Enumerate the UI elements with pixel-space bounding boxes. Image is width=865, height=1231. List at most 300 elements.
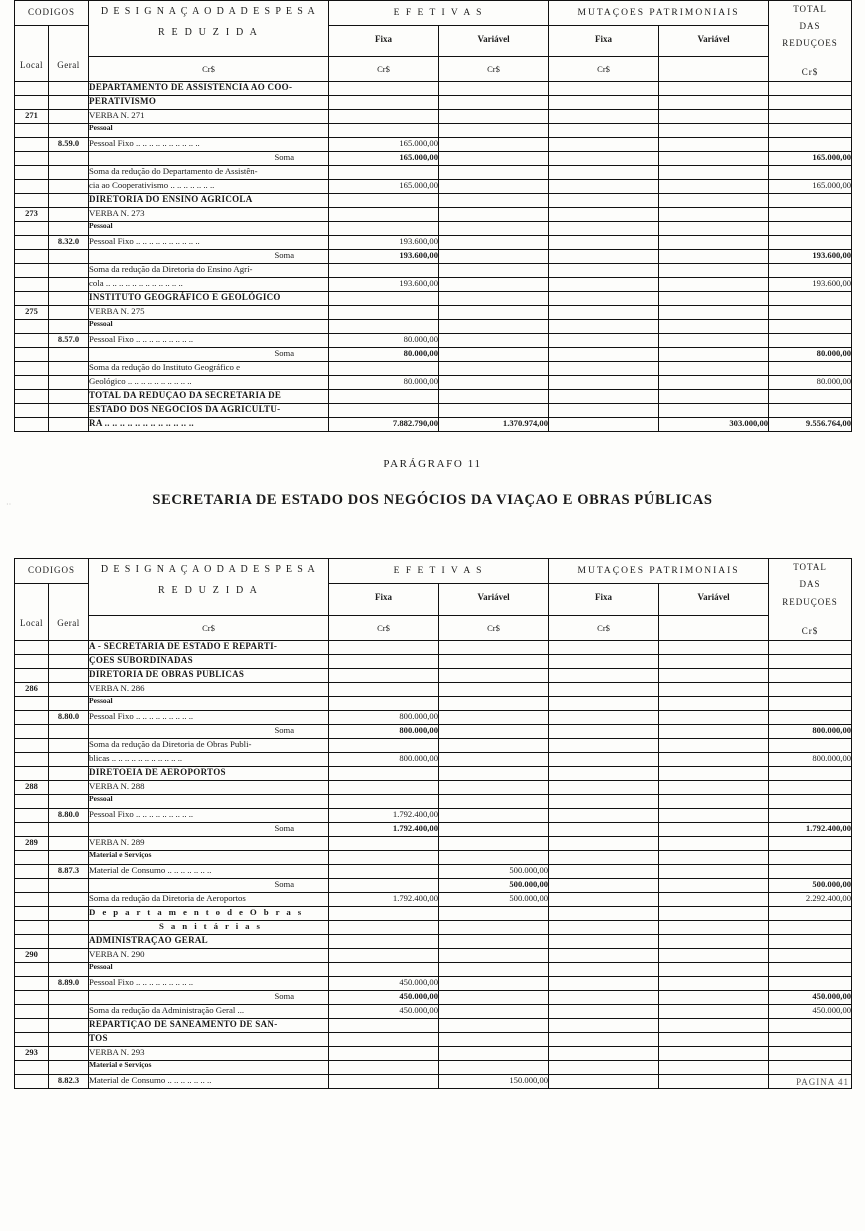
table-row bbox=[15, 1046, 852, 1060]
cell-efetivas-variavel bbox=[439, 780, 549, 794]
designacao-text: DIRETORIA DE OBRAS PUBLICAS bbox=[89, 668, 245, 679]
cell-total-reducoes: 450.000,00 bbox=[769, 990, 852, 1004]
table-header bbox=[15, 559, 852, 640]
table-row bbox=[15, 766, 852, 780]
cell-efetivas-fixa bbox=[329, 320, 439, 334]
cell-efetivas-variavel bbox=[439, 808, 549, 822]
cell-codigo-geral bbox=[49, 1018, 89, 1032]
cell-codigo-geral bbox=[49, 376, 89, 390]
table-row bbox=[15, 780, 852, 794]
cell-codigo-geral bbox=[49, 934, 89, 948]
cell-designacao bbox=[89, 222, 329, 236]
cell-designacao bbox=[89, 990, 329, 1004]
cell-efetivas-variavel bbox=[439, 362, 549, 376]
header-total-line3: REDUÇOES bbox=[782, 38, 838, 49]
cell-codigo-geral: 8.32.0 bbox=[49, 236, 89, 250]
table-row bbox=[15, 836, 852, 850]
cell-codigo-geral bbox=[49, 292, 89, 306]
cell-codigo-local bbox=[15, 850, 49, 864]
cell-total-reducoes bbox=[769, 794, 852, 808]
designacao-text: Pessoal bbox=[89, 793, 113, 803]
cell-codigo-geral bbox=[49, 892, 89, 906]
header-currency-mut-var: Cr$ bbox=[549, 615, 659, 640]
designacao-text: Soma bbox=[274, 822, 295, 833]
cell-efetivas-fixa bbox=[329, 1032, 439, 1046]
cell-mutacoes-variavel bbox=[659, 208, 769, 222]
cell-efetivas-variavel bbox=[439, 306, 549, 320]
cell-codigo-local bbox=[15, 962, 49, 976]
cell-total-reducoes: 1.792.400,00 bbox=[769, 822, 852, 836]
cell-total-reducoes bbox=[769, 934, 852, 948]
cell-codigo-local bbox=[15, 864, 49, 878]
cell-efetivas-fixa bbox=[329, 654, 439, 668]
cell-mutacoes-variavel bbox=[659, 334, 769, 348]
cell-total-reducoes: 80.000,00 bbox=[769, 376, 852, 390]
cell-efetivas-fixa bbox=[329, 1060, 439, 1074]
cell-codigo-local bbox=[15, 990, 49, 1004]
cell-total-reducoes bbox=[769, 82, 852, 96]
header-total-currency: Cr$ bbox=[801, 67, 819, 78]
cell-mutacoes-variavel bbox=[659, 138, 769, 152]
cell-mutacoes-fixa bbox=[549, 850, 659, 864]
cell-efetivas-variavel: 500.000,00 bbox=[439, 878, 549, 892]
cell-efetivas-fixa: 450.000,00 bbox=[329, 1004, 439, 1018]
cell-mutacoes-variavel bbox=[659, 682, 769, 696]
cell-designacao bbox=[89, 766, 329, 780]
header-local: Local bbox=[15, 26, 49, 82]
cell-efetivas-fixa bbox=[329, 850, 439, 864]
cell-mutacoes-variavel bbox=[659, 306, 769, 320]
cell-total-reducoes: 450.000,00 bbox=[769, 1004, 852, 1018]
cell-mutacoes-variavel bbox=[659, 752, 769, 766]
cell-efetivas-variavel bbox=[439, 110, 549, 124]
cell-designacao bbox=[89, 794, 329, 808]
cell-total-reducoes bbox=[769, 404, 852, 418]
cell-codigo-local bbox=[15, 404, 49, 418]
ledger-table-agricultura bbox=[14, 0, 852, 432]
cell-mutacoes-variavel bbox=[659, 152, 769, 166]
cell-designacao bbox=[89, 948, 329, 962]
cell-efetivas-variavel bbox=[439, 208, 549, 222]
cell-codigo-local: 286 bbox=[15, 682, 49, 696]
header-designacao-line2: R E D U Z I D A bbox=[157, 585, 260, 597]
cell-total-reducoes bbox=[769, 920, 852, 934]
cell-mutacoes-variavel bbox=[659, 194, 769, 208]
cell-mutacoes-fixa bbox=[549, 292, 659, 306]
cell-designacao bbox=[89, 152, 329, 166]
cell-efetivas-fixa: 80.000,00 bbox=[329, 348, 439, 362]
cell-mutacoes-variavel bbox=[659, 668, 769, 682]
cell-codigo-geral: 8.87.3 bbox=[49, 864, 89, 878]
cell-codigo-geral: 8.80.0 bbox=[49, 808, 89, 822]
cell-efetivas-fixa: 193.600,00 bbox=[329, 236, 439, 250]
cell-codigo-local bbox=[15, 362, 49, 376]
cell-designacao bbox=[89, 906, 329, 920]
cell-mutacoes-variavel: 303.000,00 bbox=[659, 418, 769, 432]
header-currency-mut-fixa: Cr$ bbox=[439, 57, 549, 82]
cell-mutacoes-variavel bbox=[659, 1018, 769, 1032]
cell-efetivas-fixa: 165.000,00 bbox=[329, 180, 439, 194]
cell-mutacoes-fixa bbox=[549, 696, 659, 710]
designacao-text: Pessoal bbox=[89, 695, 113, 705]
cell-efetivas-fixa: 450.000,00 bbox=[329, 990, 439, 1004]
cell-codigo-geral bbox=[49, 962, 89, 976]
cell-efetivas-variavel bbox=[439, 654, 549, 668]
cell-total-reducoes bbox=[769, 264, 852, 278]
cell-designacao bbox=[89, 738, 329, 752]
cell-efetivas-fixa: 7.882.790,00 bbox=[329, 418, 439, 432]
header-total-line3: REDUÇOES bbox=[782, 596, 838, 607]
cell-codigo-local bbox=[15, 738, 49, 752]
cell-efetivas-fixa: 193.600,00 bbox=[329, 278, 439, 292]
cell-efetivas-variavel bbox=[439, 682, 549, 696]
cell-mutacoes-fixa bbox=[549, 1074, 659, 1088]
cell-mutacoes-fixa bbox=[549, 306, 659, 320]
cell-total-reducoes bbox=[769, 864, 852, 878]
cell-mutacoes-fixa bbox=[549, 640, 659, 654]
scan-artifact: ·· bbox=[6, 500, 12, 510]
table-row bbox=[15, 850, 852, 864]
designacao-text: VERBA N. 271 bbox=[89, 110, 145, 121]
cell-efetivas-fixa bbox=[329, 878, 439, 892]
cell-efetivas-fixa bbox=[329, 166, 439, 180]
cell-total-reducoes bbox=[769, 194, 852, 208]
cell-efetivas-variavel bbox=[439, 292, 549, 306]
cell-efetivas-fixa bbox=[329, 264, 439, 278]
cell-efetivas-fixa bbox=[329, 864, 439, 878]
cell-codigo-geral: 8.57.0 bbox=[49, 334, 89, 348]
cell-designacao bbox=[89, 292, 329, 306]
cell-codigo-geral bbox=[49, 640, 89, 654]
cell-mutacoes-variavel bbox=[659, 362, 769, 376]
header-efetivas: E F E T I V A S bbox=[329, 559, 549, 584]
cell-total-reducoes bbox=[769, 780, 852, 794]
cell-mutacoes-variavel bbox=[659, 962, 769, 976]
cell-codigo-local bbox=[15, 320, 49, 334]
cell-mutacoes-variavel bbox=[659, 878, 769, 892]
cell-designacao bbox=[89, 1004, 329, 1018]
table-row bbox=[15, 194, 852, 208]
table-row bbox=[15, 376, 852, 390]
designacao-text: VERBA N. 288 bbox=[89, 780, 145, 791]
cell-mutacoes-variavel bbox=[659, 1004, 769, 1018]
cell-codigo-geral bbox=[49, 278, 89, 292]
cell-mutacoes-fixa bbox=[549, 1060, 659, 1074]
cell-codigo-geral bbox=[49, 696, 89, 710]
header-currency-mut-var: Cr$ bbox=[549, 57, 659, 82]
designacao-text: Soma bbox=[274, 152, 295, 163]
cell-codigo-local bbox=[15, 390, 49, 404]
designacao-text: Soma da redução da Administração Geral ... bbox=[89, 1004, 245, 1015]
designacao-text: Soma da redução da Diretoria de Obras Publi- bbox=[89, 738, 252, 749]
cell-mutacoes-fixa bbox=[549, 836, 659, 850]
cell-codigo-geral: 8.82.3 bbox=[49, 1074, 89, 1088]
cell-mutacoes-fixa bbox=[549, 166, 659, 180]
cell-mutacoes-variavel bbox=[659, 920, 769, 934]
cell-codigo-local bbox=[15, 906, 49, 920]
header-total-line1: TOTAL bbox=[793, 562, 827, 573]
cell-mutacoes-fixa bbox=[549, 1004, 659, 1018]
cell-total-reducoes: 165.000,00 bbox=[769, 152, 852, 166]
cell-codigo-local bbox=[15, 710, 49, 724]
cell-codigo-geral bbox=[49, 404, 89, 418]
cell-total-reducoes bbox=[769, 236, 852, 250]
cell-efetivas-fixa bbox=[329, 1018, 439, 1032]
header-mutacoes-fixa: Fixa bbox=[549, 26, 659, 57]
cell-mutacoes-fixa bbox=[549, 934, 659, 948]
cell-efetivas-fixa: 800.000,00 bbox=[329, 710, 439, 724]
cell-mutacoes-variavel bbox=[659, 794, 769, 808]
cell-efetivas-fixa: 800.000,00 bbox=[329, 724, 439, 738]
designacao-text: Pessoal Fixo .. .. .. .. .. .. .. .. .. .. bbox=[89, 138, 200, 149]
table-row bbox=[15, 822, 852, 836]
cell-mutacoes-variavel bbox=[659, 82, 769, 96]
cell-mutacoes-fixa bbox=[549, 752, 659, 766]
cell-total-reducoes: 80.000,00 bbox=[769, 348, 852, 362]
cell-codigo-local bbox=[15, 348, 49, 362]
cell-codigo-geral bbox=[49, 390, 89, 404]
cell-total-reducoes bbox=[769, 906, 852, 920]
cell-efetivas-variavel bbox=[439, 752, 549, 766]
cell-codigo-geral bbox=[49, 822, 89, 836]
cell-codigo-geral bbox=[49, 738, 89, 752]
cell-mutacoes-variavel bbox=[659, 250, 769, 264]
header-codigos: CODIGOS bbox=[15, 1, 89, 26]
cell-mutacoes-variavel bbox=[659, 724, 769, 738]
cell-efetivas-fixa: 193.600,00 bbox=[329, 250, 439, 264]
cell-mutacoes-variavel bbox=[659, 292, 769, 306]
designacao-text: INSTITUTO GEOGRÁFICO E GEOLÓGICO bbox=[89, 292, 281, 303]
cell-total-reducoes bbox=[769, 1060, 852, 1074]
cell-codigo-geral bbox=[49, 362, 89, 376]
cell-mutacoes-variavel bbox=[659, 264, 769, 278]
table-row bbox=[15, 222, 852, 236]
header-mutacoes-variavel: Variável bbox=[659, 584, 769, 615]
cell-efetivas-variavel bbox=[439, 934, 549, 948]
designacao-text: Soma bbox=[274, 348, 295, 359]
cell-mutacoes-variavel bbox=[659, 738, 769, 752]
cell-designacao bbox=[89, 668, 329, 682]
cell-codigo-local bbox=[15, 752, 49, 766]
cell-total-reducoes bbox=[769, 96, 852, 110]
cell-mutacoes-fixa bbox=[549, 96, 659, 110]
cell-mutacoes-fixa bbox=[549, 948, 659, 962]
cell-codigo-local bbox=[15, 1074, 49, 1088]
cell-mutacoes-fixa bbox=[549, 794, 659, 808]
cell-codigo-local: 293 bbox=[15, 1046, 49, 1060]
cell-codigo-geral bbox=[49, 166, 89, 180]
cell-mutacoes-fixa bbox=[549, 348, 659, 362]
table-row bbox=[15, 110, 852, 124]
cell-codigo-local bbox=[15, 1004, 49, 1018]
designacao-text: DIRETORIA DO ENSINO AGRICOLA bbox=[89, 194, 253, 205]
cell-efetivas-fixa bbox=[329, 934, 439, 948]
cell-codigo-local bbox=[15, 264, 49, 278]
cell-mutacoes-fixa bbox=[549, 208, 659, 222]
cell-codigo-local bbox=[15, 934, 49, 948]
header-total-currency: Cr$ bbox=[801, 625, 819, 636]
cell-mutacoes-variavel bbox=[659, 892, 769, 906]
cell-designacao bbox=[89, 418, 329, 432]
table-row bbox=[15, 920, 852, 934]
table-row bbox=[15, 976, 852, 990]
cell-mutacoes-fixa bbox=[549, 138, 659, 152]
cell-total-reducoes bbox=[769, 640, 852, 654]
cell-efetivas-variavel bbox=[439, 138, 549, 152]
designacao-text: ESTADO DOS NEGOCIOS DA AGRICULTU- bbox=[89, 404, 281, 415]
header-efetivas-fixa: Fixa bbox=[329, 584, 439, 615]
cell-codigo-geral bbox=[49, 724, 89, 738]
cell-efetivas-fixa: 1.792.400,00 bbox=[329, 808, 439, 822]
cell-codigo-geral bbox=[49, 110, 89, 124]
cell-designacao bbox=[89, 682, 329, 696]
cell-codigo-geral bbox=[49, 794, 89, 808]
page-number: PAGINA 41 bbox=[796, 1076, 849, 1087]
cell-codigo-geral bbox=[49, 1046, 89, 1060]
cell-codigo-geral bbox=[49, 194, 89, 208]
cell-mutacoes-fixa bbox=[549, 920, 659, 934]
cell-mutacoes-variavel bbox=[659, 836, 769, 850]
designacao-text: Soma da redução do Departamento de Assistên- bbox=[89, 166, 258, 177]
cell-codigo-geral bbox=[49, 878, 89, 892]
table-row bbox=[15, 948, 852, 962]
cell-total-reducoes bbox=[769, 1032, 852, 1046]
designacao-text: cola .. .. .. .. .. .. .. .. .. .. .. .. bbox=[89, 278, 183, 289]
cell-designacao bbox=[89, 250, 329, 264]
cell-codigo-local bbox=[15, 1060, 49, 1074]
cell-mutacoes-fixa bbox=[549, 82, 659, 96]
cell-codigo-geral bbox=[49, 920, 89, 934]
cell-efetivas-variavel bbox=[439, 920, 549, 934]
table-body bbox=[15, 640, 852, 1088]
table-row bbox=[15, 752, 852, 766]
cell-mutacoes-variavel bbox=[659, 348, 769, 362]
designacao-text: Soma bbox=[274, 250, 295, 261]
table-row bbox=[15, 348, 852, 362]
table-row bbox=[15, 640, 852, 654]
cell-designacao bbox=[89, 724, 329, 738]
designacao-text: Soma bbox=[274, 878, 295, 889]
cell-mutacoes-variavel bbox=[659, 124, 769, 138]
cell-codigo-local bbox=[15, 418, 49, 432]
header-geral: Geral bbox=[49, 584, 89, 640]
cell-codigo-local bbox=[15, 278, 49, 292]
cell-efetivas-fixa bbox=[329, 222, 439, 236]
cell-codigo-geral bbox=[49, 208, 89, 222]
cell-total-reducoes bbox=[769, 808, 852, 822]
cell-mutacoes-variavel bbox=[659, 766, 769, 780]
table-row bbox=[15, 404, 852, 418]
cell-designacao bbox=[89, 654, 329, 668]
table-header bbox=[15, 1, 852, 82]
header-currency-mut-fixa: Cr$ bbox=[439, 615, 549, 640]
cell-efetivas-variavel bbox=[439, 836, 549, 850]
cell-codigo-geral: 8.59.0 bbox=[49, 138, 89, 152]
designacao-text: VERBA N. 293 bbox=[89, 1046, 145, 1057]
cell-codigo-local bbox=[15, 640, 49, 654]
cell-mutacoes-fixa bbox=[549, 976, 659, 990]
cell-codigo-local: 275 bbox=[15, 306, 49, 320]
cell-total-reducoes bbox=[769, 654, 852, 668]
cell-codigo-local bbox=[15, 250, 49, 264]
header-codigos: CODIGOS bbox=[15, 559, 89, 584]
cell-total-reducoes: 165.000,00 bbox=[769, 180, 852, 194]
cell-total-reducoes bbox=[769, 110, 852, 124]
cell-efetivas-fixa bbox=[329, 1046, 439, 1060]
cell-codigo-geral bbox=[49, 668, 89, 682]
cell-efetivas-fixa: 165.000,00 bbox=[329, 138, 439, 152]
cell-mutacoes-fixa bbox=[549, 710, 659, 724]
cell-codigo-geral bbox=[49, 124, 89, 138]
cell-efetivas-fixa bbox=[329, 208, 439, 222]
cell-mutacoes-variavel bbox=[659, 864, 769, 878]
cell-codigo-geral bbox=[49, 82, 89, 96]
cell-designacao bbox=[89, 1032, 329, 1046]
cell-mutacoes-variavel bbox=[659, 640, 769, 654]
cell-efetivas-fixa bbox=[329, 390, 439, 404]
cell-designacao bbox=[89, 892, 329, 906]
cell-codigo-local bbox=[15, 696, 49, 710]
cell-mutacoes-variavel bbox=[659, 710, 769, 724]
cell-mutacoes-variavel bbox=[659, 110, 769, 124]
cell-efetivas-fixa: 80.000,00 bbox=[329, 376, 439, 390]
cell-mutacoes-fixa bbox=[549, 780, 659, 794]
cell-efetivas-variavel: 150.000,00 bbox=[439, 1074, 549, 1088]
ledger-table-viacao bbox=[14, 558, 852, 1088]
table-row bbox=[15, 962, 852, 976]
header-mutacoes-variavel: Variável bbox=[659, 26, 769, 57]
designacao-text: Soma da redução do Instituto Geográfico e bbox=[89, 362, 240, 373]
header-efetivas-variavel: Variável bbox=[439, 584, 549, 615]
designacao-text: Pessoal Fixo .. .. .. .. .. .. .. .. .. bbox=[89, 976, 194, 987]
cell-codigo-local: 289 bbox=[15, 836, 49, 850]
cell-efetivas-variavel bbox=[439, 390, 549, 404]
header-geral: Geral bbox=[49, 26, 89, 82]
cell-mutacoes-variavel bbox=[659, 390, 769, 404]
cell-codigo-local bbox=[15, 166, 49, 180]
cell-efetivas-fixa bbox=[329, 836, 439, 850]
cell-designacao bbox=[89, 710, 329, 724]
cell-efetivas-fixa bbox=[329, 1074, 439, 1088]
cell-codigo-geral bbox=[49, 264, 89, 278]
cell-total-reducoes bbox=[769, 836, 852, 850]
table-row bbox=[15, 180, 852, 194]
cell-mutacoes-fixa bbox=[549, 362, 659, 376]
cell-designacao bbox=[89, 124, 329, 138]
cell-efetivas-variavel: 1.370.974,00 bbox=[439, 418, 549, 432]
cell-efetivas-variavel bbox=[439, 640, 549, 654]
cell-mutacoes-variavel bbox=[659, 934, 769, 948]
cell-mutacoes-fixa bbox=[549, 738, 659, 752]
header-currency-ef-var: Cr$ bbox=[329, 615, 439, 640]
cell-mutacoes-fixa bbox=[549, 990, 659, 1004]
cell-designacao bbox=[89, 208, 329, 222]
cell-efetivas-fixa: 1.792.400,00 bbox=[329, 822, 439, 836]
cell-mutacoes-variavel bbox=[659, 278, 769, 292]
cell-mutacoes-fixa bbox=[549, 320, 659, 334]
table-row bbox=[15, 892, 852, 906]
cell-efetivas-variavel bbox=[439, 376, 549, 390]
cell-codigo-geral bbox=[49, 906, 89, 920]
cell-efetivas-fixa: 80.000,00 bbox=[329, 334, 439, 348]
cell-efetivas-variavel bbox=[439, 166, 549, 180]
cell-efetivas-variavel bbox=[439, 1060, 549, 1074]
designacao-text: VERBA N. 275 bbox=[89, 306, 145, 317]
cell-efetivas-variavel bbox=[439, 278, 549, 292]
cell-total-reducoes: 193.600,00 bbox=[769, 278, 852, 292]
cell-mutacoes-fixa bbox=[549, 236, 659, 250]
cell-efetivas-variavel bbox=[439, 976, 549, 990]
